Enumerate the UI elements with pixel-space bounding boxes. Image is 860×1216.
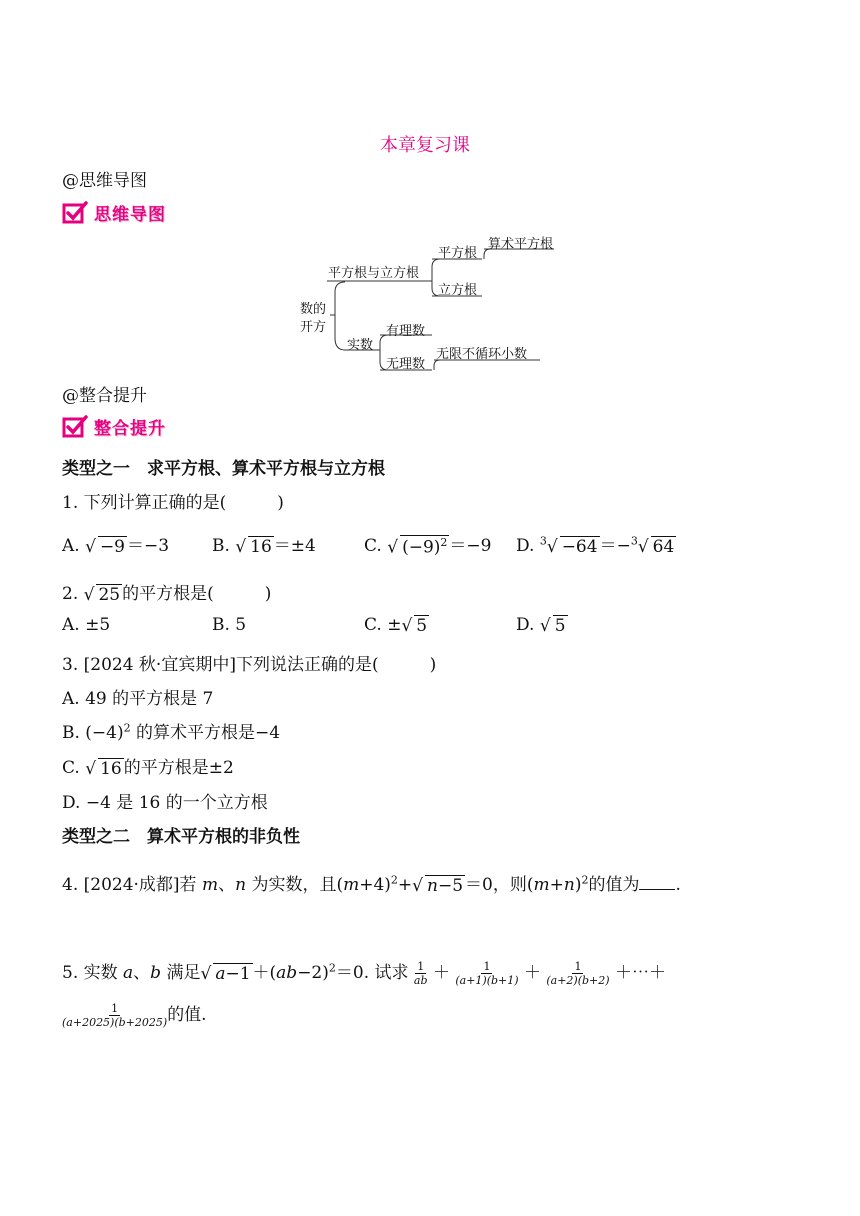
mindmap-branch1-a: 平方根 bbox=[438, 246, 478, 261]
mindmap-branch2: 实数 bbox=[347, 338, 374, 353]
mindmap-branch2-b: 无理数 bbox=[386, 357, 426, 372]
q1-option-b: B. √ 16 ＝±4 bbox=[212, 536, 316, 557]
q3-option-b: B. $(-4)^2$ 的算术平方根是−4 bbox=[62, 721, 281, 743]
section-label-integration: @整合提升 bbox=[62, 386, 147, 406]
q1-option-c: C. √ $(-9)^2 =-9$ bbox=[364, 536, 492, 558]
q2-option-a: A. ±5 bbox=[62, 615, 111, 635]
mindmap-branch2-a: 有理数 bbox=[386, 324, 426, 339]
q2-option-b: B. 5 bbox=[212, 615, 247, 635]
integration-banner bbox=[62, 414, 166, 439]
q1-option-a: A. √ −9 ＝−3 bbox=[62, 536, 170, 557]
q5-stem-line1: 5. 实数 a、b 满足√ $a-1 +(ab-2)^2=0$. 试求 $\frac{1}{ab}$ ＋ $\frac{1}{(a+1)(b+1)}$ ＋ $\frac{1}{(a+2)(b+2)}$ ＋⋯＋ bbox=[62, 960, 666, 987]
q3-stem: 3. [2024 秋·宜宾期中]下列说法正确的是( ) bbox=[62, 655, 437, 675]
q2-stem: 2. √ 25 的平方根是( ) bbox=[62, 584, 272, 605]
type2-heading: 类型之二 算术平方根的非负性 bbox=[62, 827, 300, 847]
q5-stem-line2: $\frac{1}{(a+2025)(b+2025)}$ 的值. bbox=[62, 1002, 207, 1029]
q3-option-d: D. −4 是 16 的一个立方根 bbox=[62, 793, 268, 813]
answer-blank[interactable] bbox=[639, 875, 675, 890]
q1-option-d: D. $^3$√ −64 ＝−$^3$√ 64 bbox=[516, 534, 675, 557]
fraction-1: $\frac{1}{ab}$ bbox=[413, 960, 428, 987]
page-title: 本章复习课 bbox=[380, 135, 470, 156]
mindmap-branch1-b: 立方根 bbox=[438, 283, 478, 298]
checkbox-icon bbox=[62, 415, 88, 439]
q2-option-c: C. ±√ 5 bbox=[364, 615, 428, 636]
mindmap bbox=[0, 0, 860, 380]
mindmap-banner-label: 思维导图 bbox=[94, 205, 166, 225]
fraction-3: $\frac{1}{(a+2)(b+2)}$ bbox=[546, 960, 610, 987]
type1-heading: 类型之一 求平方根、算术平方根与立方根 bbox=[62, 459, 385, 479]
section-label-mindmap: @思维导图 bbox=[62, 171, 147, 191]
q4-stem: 4. [2024·成都]若 m、n 为实数，且$(m+4)^2+√$ n−5 ＝0，则$(m+n)^2$的值为 . bbox=[62, 873, 681, 896]
mindmap-branch2-b-child: 无限不循环小数 bbox=[436, 347, 528, 362]
q2-option-d: D. √ 5 bbox=[516, 615, 566, 636]
mindmap-branch1: 平方根与立方根 bbox=[328, 266, 420, 281]
fraction-4: $\frac{1}{(a+2025)(b+2025)}$ bbox=[62, 1002, 168, 1029]
q3-option-c: C. √ 16 的平方根是±2 bbox=[62, 758, 234, 779]
mindmap-lines bbox=[0, 0, 860, 380]
mindmap-branch1-a-child: 算术平方根 bbox=[488, 237, 554, 252]
q1-stem: 1. 下列计算正确的是( ) bbox=[62, 493, 284, 513]
mindmap-root-2: 开方 bbox=[300, 320, 327, 335]
fraction-2: $\frac{1}{(a+1)(b+1)}$ bbox=[455, 960, 519, 987]
q3-option-a: A. 49 的平方根是 7 bbox=[62, 689, 214, 709]
integration-banner-label: 整合提升 bbox=[94, 419, 166, 439]
mindmap-root-1: 数的 bbox=[300, 302, 327, 317]
